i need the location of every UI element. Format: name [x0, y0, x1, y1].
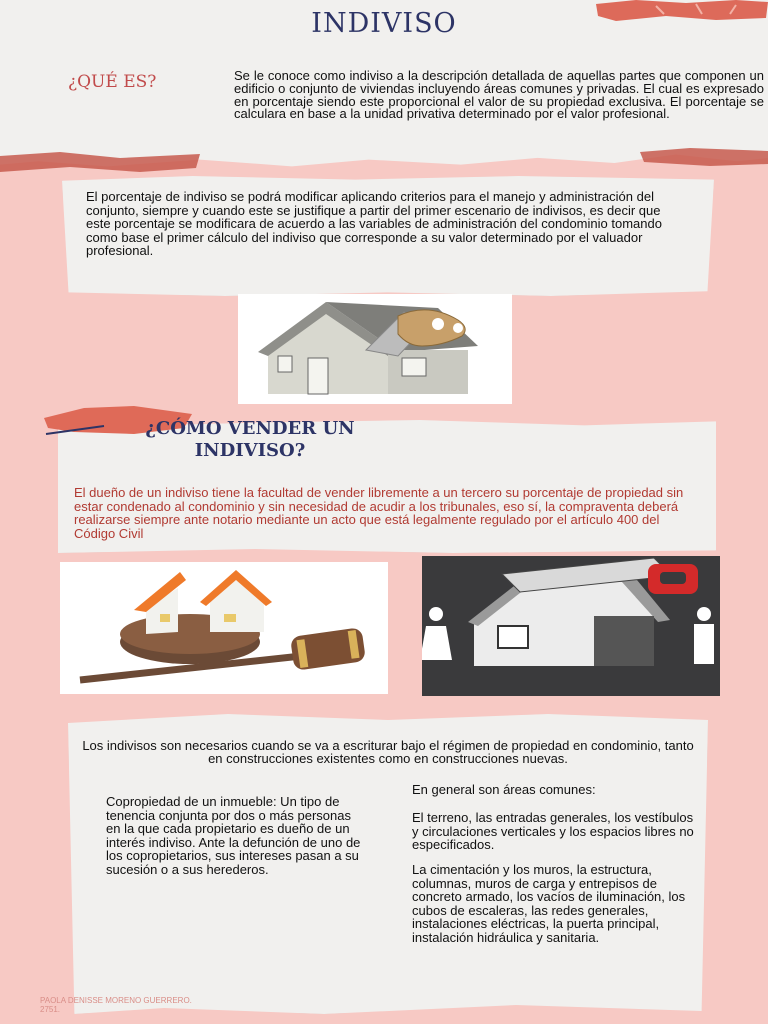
author-name: PAOLA DENISSE MORENO GUERRERO.	[40, 996, 192, 1005]
gavel-houses-image	[60, 562, 388, 694]
copropiedad-text: Copropiedad de un inmueble: Un tipo de tenencia conjunta por dos o más personas en la que cada propietario es dueño de un interés indiviso. Ante la defunción de uno de los copropietarios, sus intereses pasan a su sucesión o a sus herederos.	[106, 794, 361, 877]
areas-paragraph-2: La cimentación y los muros, la estructura, columnas, muros de carga y entrepisos de concreto armado, los vacíos de iluminación, los cubos de escaleras, las redes generales, instalaciones eléctricas, la puerta principal, instalación hidráulica y sanitaria.	[412, 862, 686, 945]
modificar-text: El porcentaje de indiviso se podrá modificar aplicando criterios para el manejo y administración del conjunto, siempre y cuando este se justifique a partir del primer escenario de indivisos, es decir que este porcentaje se modificara de acuerdo a las variables de administración del condominio tomando como base el primer cálculo del indiviso que corresponde a su valor determinado por el valuador profesional.	[86, 189, 662, 258]
areas-heading: En general son áreas comunes:	[412, 782, 596, 797]
page-title: INDIVISO	[311, 8, 457, 39]
house-saw-illustration	[238, 294, 512, 404]
areas-paragraph-1: El terreno, las entradas generales, los vestíbulos y circulaciones verticales y los espacios libres no especificados.	[412, 810, 694, 852]
couple-house-illustration	[422, 556, 720, 696]
couple-house-image	[422, 556, 720, 696]
decor-left-scrap	[0, 150, 200, 176]
gavel-illustration	[60, 562, 388, 694]
vender-text: El dueño de un indiviso tiene la facultad de vender libremente a un tercero su porcentaje de propiedad sin estar condenado al condominio y sin necesidad de acudir a los tribunales, eso sí, la compraventa deberá realizarse siempre ante notario mediante un acto que está legalmente regulado por el artículo 400 del Código Civil	[74, 485, 684, 541]
vender-heading: ¿CÓMO VENDER UN INDIVISO?	[145, 418, 355, 461]
author-id: 2751.	[40, 1005, 61, 1014]
necesarios-intro: Los indivisos son necesarios cuando se va a escriturar bajo el régimen de propiedad en condominio, tanto en construcciones existentes como en construcciones nuevas.	[82, 738, 694, 766]
author-credit	[40, 996, 192, 1014]
house-saw-image	[238, 294, 512, 404]
que-es-text: Se le conoce como indiviso a la descripción detallada de aquellas partes que componen un edificio o conjunto de viviendas incluyendo áreas comunes y privadas. El cual es expresado en porcentaje siendo este proporcional el valor de su propiedad exclusiva. El porcentaje se calculara en base a la unidad privativa determinado por el valor profesional.	[234, 68, 764, 122]
decor-right-scrap	[640, 146, 768, 168]
que-es-heading: ¿QUÉ ES?	[68, 72, 157, 92]
